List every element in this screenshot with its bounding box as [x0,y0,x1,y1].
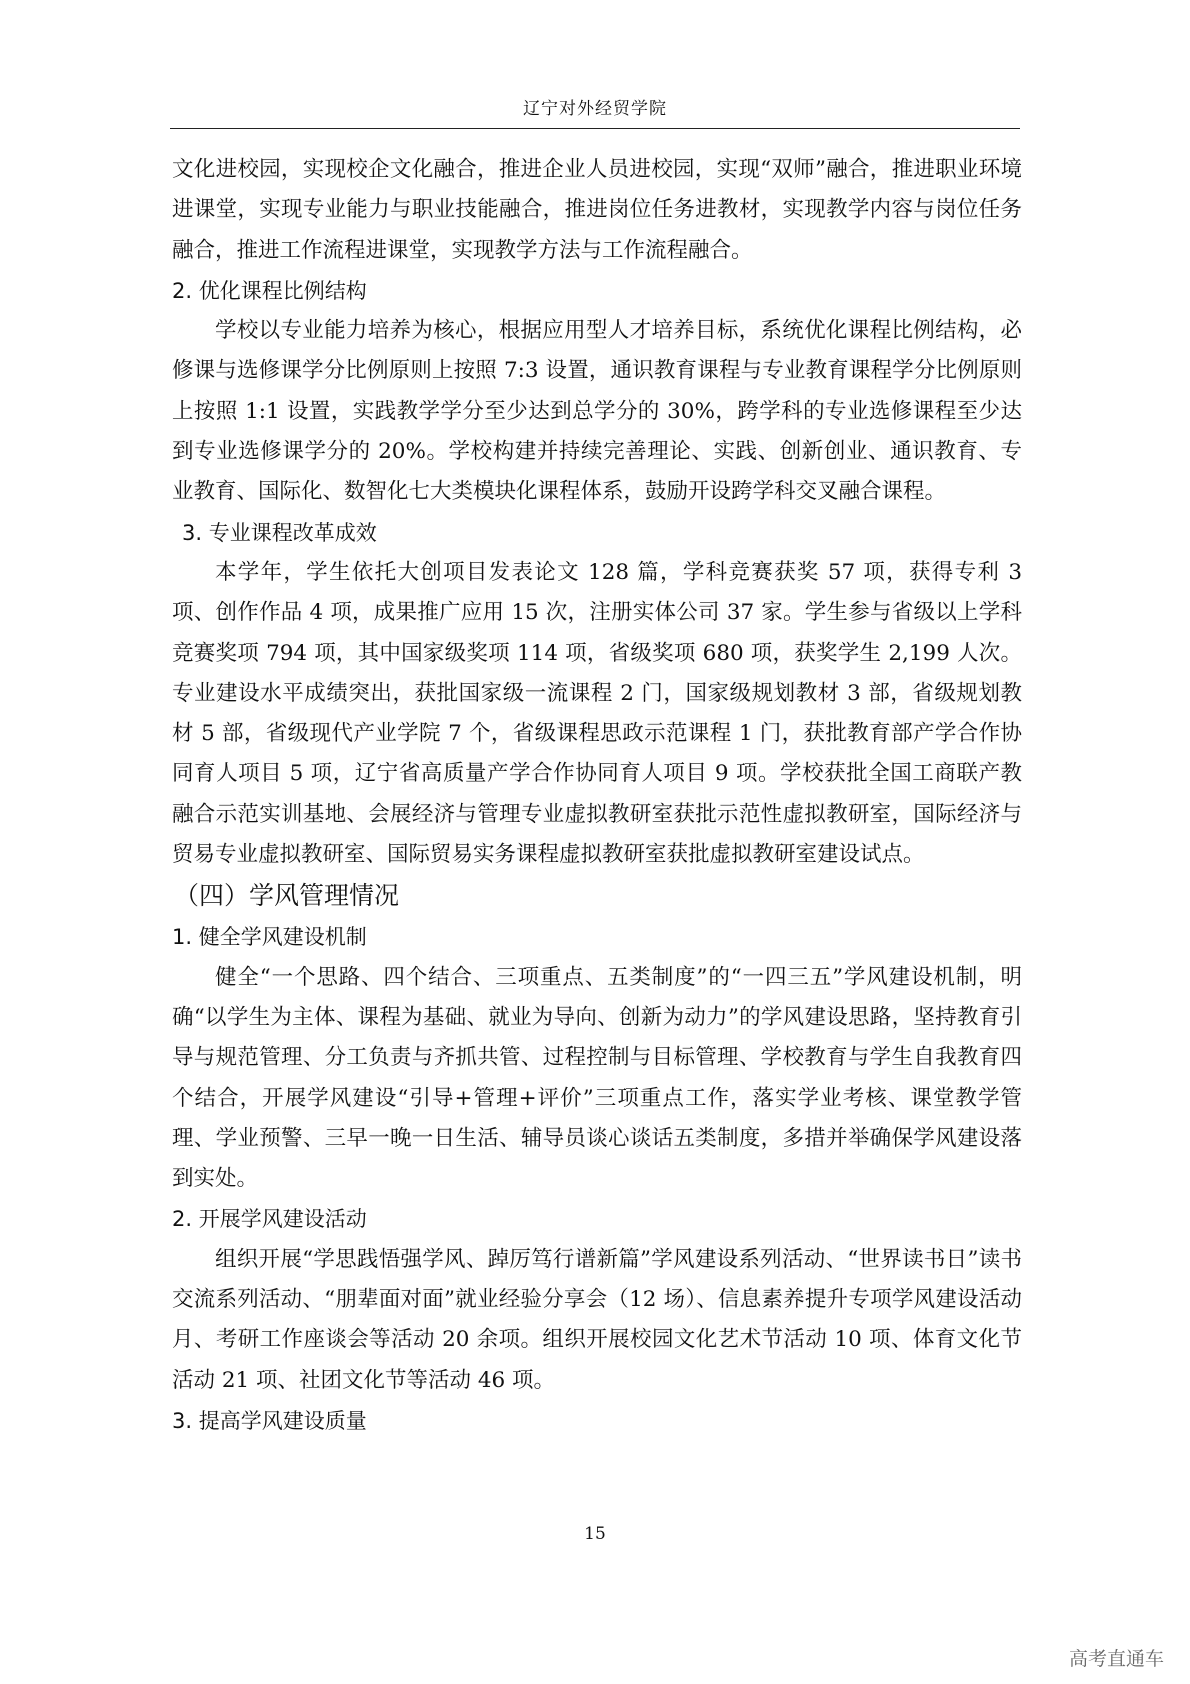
watermark-text: 高考直通车 [1068,1648,1164,1670]
subsection-heading: 3. 提高学风建设质量 [172,1408,367,1433]
header-title: 辽宁对外经贸学院 [523,99,667,119]
body-paragraph: 本学年，学生依托大创项目发表论文 128 篇，学科竞赛获奖 57 项，获得专利 3 项、创作作品 4 项，成果推广应用 15 次，注册实体公司 37 家。学生参与省级以上学科竞赛奖项 794 项，其中国家级奖项 114 项，省级奖项 680 项，获奖学生 2,199 人次。专业建设水平成绩突出，获批国家级一流课程 2 门，国家级规划教材 3 部，省级规划教材 5 部，省级现代产业学院 7 个，省级课程思政示范课程 1 门，获批教育部产学合作协同育人项目 5 项，辽宁省高质量产学合作协同育人项目 9 项。学校获批全国工商联产教融合示范实训基地、会展经济与管理专业虚拟教研室获批示范性虚拟教研室，国际经济与贸易专业虚拟教研室、国际贸易实务课程虚拟教研室获批虚拟教研室建设试点。 [172,559,1022,868]
section-heading: （四）学风管理情况 [174,881,400,911]
body-paragraph: 健全“一个思路、四个结合、三项重点、五类制度”的“一四三五”学风建设机制，明确“以学生为主体、课程为基础、就业为导向、创新为动力”的学风建设思路，坚持教育引导与规范管理、分工负责与齐抓共管、过程控制与目标管理、学校教育与学生自我教育四个结合，开展学风建设“引导+管理+评价”三项重点工作，落实学业考核、课堂教学管理、学业预警、三早一晚一日生活、辅导员谈心谈话五类制度，多措并举确保学风建设落到实处。 [172,964,1022,1192]
subsection-heading: 1. 健全学风建设机制 [172,925,367,950]
document-body [172,150,1022,1441]
body-paragraph: 文化进校园，实现校企文化融合，推进企业人员进校园，实现“双师”融合，推进职业环境进课堂，实现专业能力与职业技能融合，推进岗位任务进教材，实现教学内容与岗位任务融合，推进工作流程进课堂，实现教学方法与工作流程融合。 [172,157,1022,263]
subsection-heading: 2. 优化课程比例结构 [172,278,367,303]
subsection-heading: 3. 专业课程改革成效 [182,520,377,545]
body-paragraph: 学校以专业能力培养为核心，根据应用型人才培养目标，系统优化课程比例结构，必修课与选修课学分比例原则上按照 7:3 设置，通识教育课程与专业教育课程学分比例原则上按照 1:1 设置，实践教学学分至少达到总学分的 30%，跨学科的专业选修课程至少达到专业选修课学分的 20%。学校构建并持续完善理论、实践、创新创业、通识教育、专业教育、国际化、数智化七大类模块化课程体系，鼓励开设跨学科交叉融合课程。 [172,318,1022,505]
subsection-heading: 2. 开展学风建设活动 [172,1207,367,1232]
page-number: 15 [584,1524,606,1544]
page-header [170,96,1020,129]
body-paragraph: 组织开展“学思践悟强学风、踔厉笃行谱新篇”学风建设系列活动、“世界读书日”读书交流系列活动、“朋辈面对面”就业经验分享会（12 场）、信息素养提升专项学风建设活动月、考研工作座谈会等活动 20 余项。组织开展校园文化艺术节活动 10 项、体育文化节活动 21 项、社团文化节等活动 46 项。 [172,1246,1022,1393]
